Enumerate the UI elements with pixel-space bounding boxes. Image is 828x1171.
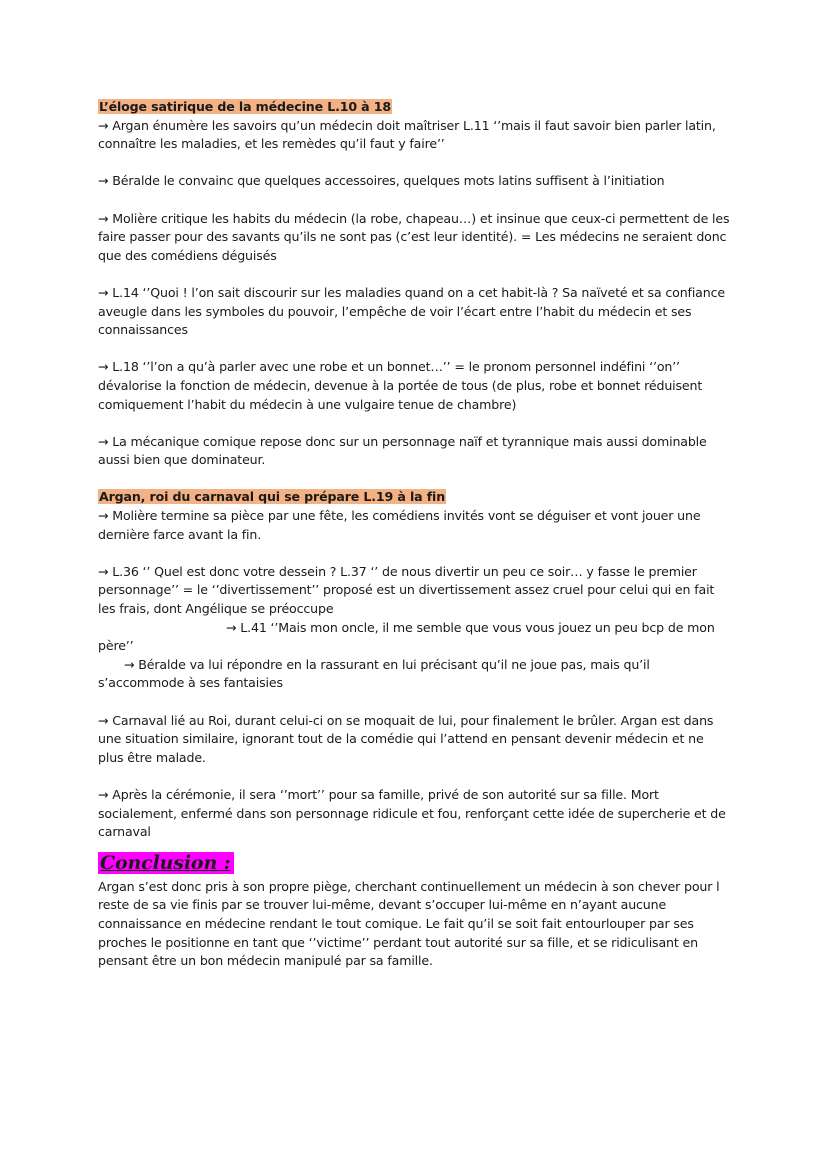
paragraph: → La mécanique comique repose donc sur un personnage naïf et tyrannique mais aussi dominable aussi bien que dominateur. (98, 433, 707, 468)
paragraph-continuation: s’accommode à ses fantaisies (98, 675, 283, 691)
document-page (98, 98, 730, 971)
paragraph: → Après la cérémonie, il sera ‘’mort’’ pour sa famille, privé de son autorité sur sa fille. Mort socialement, enfermé dans son personnage ridicule et fou, renforçant cette idée de supercherie et de carnaval (98, 786, 726, 840)
paragraph: → Molière termine sa pièce par une fête, les comédiens invités vont se déguiser et vont jouer une dernière farce avant la fin. (98, 508, 701, 542)
section-heading: L’éloge satirique de la médecine L.10 à 18 (99, 99, 391, 114)
paragraph: → Béralde le convainc que quelques accessoires, quelques mots latins suffisent à l’initiation (98, 173, 665, 189)
conclusion-heading: Conclusion : (98, 852, 234, 874)
conclusion-section (98, 852, 730, 878)
section-heading: Argan, roi du carnaval qui se prépare L.19 à la fin (99, 489, 446, 505)
paragraph: → Carnaval lié au Roi, durant celui-ci on se moquait de lui, pour finalement le brûler. Argan est dans une situation similaire, ignorant tout de la comédie qui l’attend en pensant devenir médecin et ne plus être malade. (98, 712, 714, 765)
paragraph: → L.18 ‘’l’on a qu’à parler avec une robe et un bonnet…’’ = le pronom personnel indéfini ‘’on’’ dévalorise la fonction de médecin, devenue à la portée de tous (de plus, robe et bonnet réduisent comiquement l’habit du médecin à une vulgaire tenue de chambre) (98, 359, 703, 412)
paragraph: → Molière critique les habits du médecin (la robe, chapeau…) et insinue que ceux-ci permettent de les faire passer pour des savants qu’ils ne sont pas (c’est leur identité). = Les médecins ne seraient donc que des comédiens déguisés (98, 210, 730, 263)
section-2 (98, 488, 730, 841)
paragraph: → L.36 ‘’ Quel est donc votre dessein ? L.37 ‘’ de nous divertir un peu ce soir… y fasse le premier personnage’’ = le ‘’divertissement’’ proposé est un divertissement assez cruel pour celui qui en fait les frais, dont Angélique se préoccupe (98, 563, 715, 617)
paragraph-indented: → L.41 ‘’Mais mon oncle, il me semble que vous vous jouez un peu bcp de mon (226, 619, 715, 635)
paragraph-continuation: père’’ (98, 638, 134, 654)
paragraph-indented: → Béralde va lui répondre en la rassurant en lui précisant qu’il ne joue pas, mais qu’il (124, 656, 650, 672)
paragraph: → Argan énumère les savoirs qu’un médecin doit maîtriser L.11 ‘’mais il faut savoir bien parler latin, connaître les maladies, et les remèdes qu’il faut y faire’’ (98, 117, 716, 152)
conclusion-text: Argan s’est donc pris à son propre piège, cherchant continuellement un médecin à son chever pour l reste de sa vie finis par se trouver lui-même, devant s’occuper lui-même en n’ayant aucune connaissance en médecine rendant le tout comique. Le fait qu’il se soit fait entourlouper par ses proches le positionne en tant que ‘’victime’’ perdant tout autorité sur sa fille, et se ridiculisant en pensant être un bon médecin manipulé par sa famille. (98, 878, 720, 969)
section-1 (98, 98, 730, 470)
paragraph: → L.14 ‘’Quoi ! l’on sait discourir sur les maladies quand on a cet habit-là ? Sa naïveté et sa confiance aveugle dans les symboles du pouvoir, l’empêche de voir l’écart entre l’habit du médecin et ses connaissances (98, 284, 725, 338)
